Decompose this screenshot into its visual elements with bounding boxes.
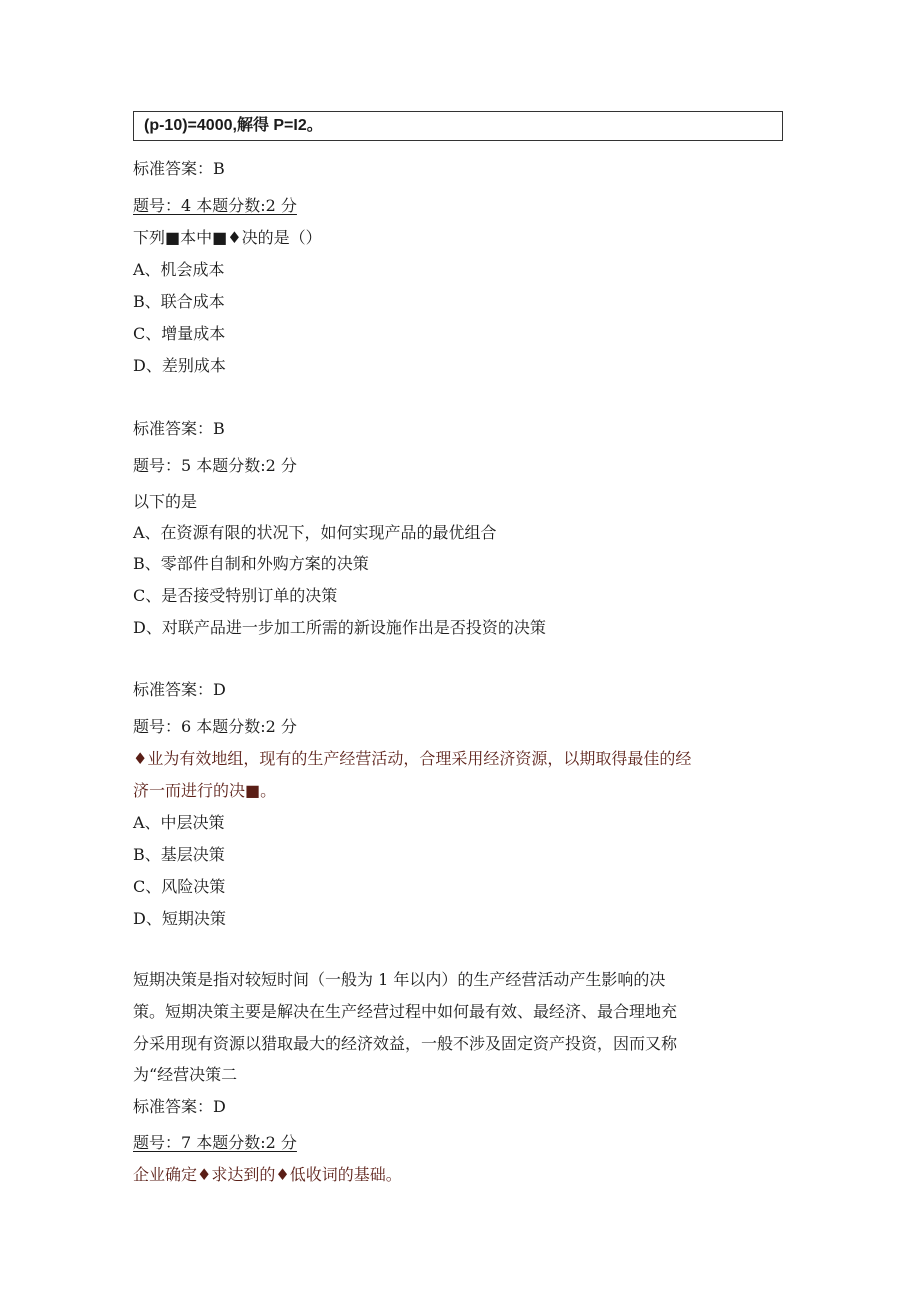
question-5-option-b: B、零部件自制和外购方案的决策 xyxy=(133,554,369,573)
question-6-option-b: B、基层决策 xyxy=(133,845,225,864)
question-4-option-d: D、差别成本 xyxy=(133,356,226,375)
explanation-line-4: 为“经营决策二 xyxy=(133,1065,238,1084)
question-7-stem: 企业确定♦求达到的♦低收词的基础。 xyxy=(133,1165,402,1184)
question-6-option-d: D、短期决策 xyxy=(133,909,226,928)
question-5-option-c: C、是否接受特别订单的决策 xyxy=(133,586,338,605)
question-6-option-c: C、风险决策 xyxy=(133,877,226,896)
question-4-option-c: C、增量成本 xyxy=(133,324,226,343)
explanation-line-1: 短期决策是指对较短时间（一般为 1 年以内）的生产经营活动产生影响的决 xyxy=(133,970,666,989)
answer-q4: 标准答案：B xyxy=(133,419,225,438)
question-6-option-a: A、中层决策 xyxy=(133,813,225,832)
question-5-stem: 以下的是 xyxy=(133,492,198,511)
question-4-option-b: B、联合成本 xyxy=(133,292,225,311)
question-6-stem-line1: ♦业为有效地组，现有的生产经营活动，合理采用经济资源，以期取得最佳的经 xyxy=(133,749,692,768)
answer-q6: 标准答案：D xyxy=(133,1097,226,1116)
explanation-line-3: 分采用现有资源以猎取最大的经济效益，一般不涉及固定资产投资，因而又称 xyxy=(133,1034,678,1053)
answer-q5: 标准答案：D xyxy=(133,680,226,699)
answer-q3: 标准答案：B xyxy=(133,159,225,178)
question-5-option-a: A、在资源有限的状况下，如何实现产品的最优组合 xyxy=(133,523,497,542)
explanation-line-2: 策。短期决策主要是解决在生产经营过程中如何最有效、最经济、最合理地充 xyxy=(133,1002,678,1021)
solution-text: (p-10)=4000,解得 P=I2。 xyxy=(144,117,323,134)
question-6-header: 题号：6 本题分数:2 分 xyxy=(133,717,297,736)
question-5-header: 题号：5 本题分数:2 分 xyxy=(133,456,297,475)
question-7-header: 题号：7 本题分数:2 分 xyxy=(133,1133,297,1152)
question-4-stem: 下列■本中■♦决的是（） xyxy=(133,228,322,247)
question-5-option-d: D、对联产品进一步加工所需的新设施作出是否投资的决策 xyxy=(133,618,546,637)
question-6-stem-line2: 济一而进行的决■。 xyxy=(133,781,277,800)
question-4-option-a: A、机会成本 xyxy=(133,260,225,279)
question-4-header: 题号：4 本题分数:2 分 xyxy=(133,196,297,215)
solution-box xyxy=(133,111,783,141)
